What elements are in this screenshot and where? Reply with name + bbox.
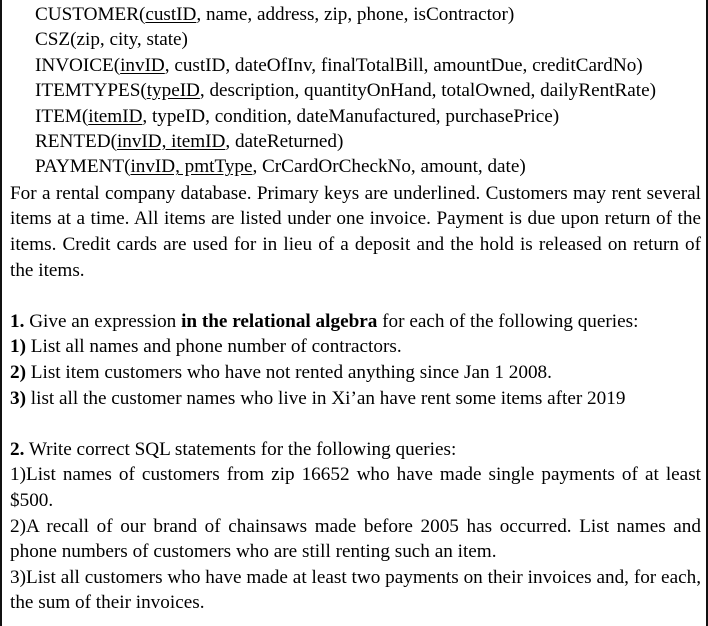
- relation-schema-item: [35, 104, 702, 129]
- page-content: [2, 0, 706, 626]
- question-text: List all customers who have made at least two payments on their invoices and, for each, the sum of their invoices.: [10, 566, 701, 614]
- section-prompt-text: Give an expression: [24, 310, 182, 332]
- relation-attributes: zip, city, state): [76, 29, 188, 51]
- spacer: [9, 411, 702, 437]
- primary-key: invID, itemID: [116, 131, 226, 153]
- relation-schema-list: [9, 2, 702, 180]
- spacer: [9, 283, 702, 309]
- relation-name: RENTED: [35, 131, 111, 153]
- relation-open-paren: (: [124, 156, 131, 178]
- primary-key: invID, pmtType: [130, 156, 253, 178]
- question-label: 2): [10, 515, 26, 537]
- section-2-question-3: [9, 565, 702, 616]
- relation-open-paren: (: [110, 131, 117, 153]
- primary-key: typeID: [146, 80, 200, 102]
- relation-name: ITEMTYPES: [35, 80, 141, 102]
- relation-name: INVOICE: [35, 54, 114, 76]
- primary-key: custID: [145, 4, 197, 25]
- section-2-prompt: [9, 437, 702, 463]
- question-label: 3): [10, 566, 26, 588]
- database-description-paragraph: For a rental company database. Primary keys are underlined. Customers may rent several items at a time. All items are listed under one invoice. Payment is due upon return of the items. Credit cards are used for in lieu of a deposit and the hold is released on return of the items.: [10, 182, 701, 281]
- question-text: List item customers who have not rented anything since Jan 1 2008.: [25, 362, 552, 383]
- relation-attributes: , typeID, condition, dateManufactured, purchasePrice): [142, 105, 560, 127]
- relation-attributes: , custID, dateOfInv, finalTotalBill, amountDue, creditCardNo): [164, 54, 643, 76]
- primary-key: invID: [120, 54, 165, 76]
- section-2-question-1: [9, 462, 702, 513]
- relation-name: CSZ: [35, 29, 71, 51]
- question-label: 1): [10, 464, 26, 486]
- relation-name: ITEM: [35, 105, 82, 127]
- section-1-question-1: [9, 334, 702, 360]
- question-text: List names of customers from zip 16652 who have made single payments of at least $500.: [10, 464, 701, 511]
- relation-schema-payment: [35, 154, 702, 179]
- question-text: A recall of our brand of chainsaws made before 2005 has occurred. List names and phone numbers of customers who are still renting such an item.: [10, 515, 701, 563]
- relation-name: CUSTOMER: [35, 4, 139, 25]
- relation-open-paren: (: [138, 4, 146, 25]
- relation-attributes: , description, quantityOnHand, totalOwned, dailyRentRate): [199, 80, 656, 102]
- relation-schema-customer: [35, 2, 702, 27]
- section-1-question-3: [9, 386, 702, 412]
- section-1-prompt: [9, 309, 702, 335]
- section-2-question-2: [9, 514, 702, 565]
- section-prompt-tail: for each of the following queries:: [377, 310, 639, 332]
- relation-attributes: , name, address, zip, phone, isContractor): [196, 4, 515, 25]
- question-label: 3): [10, 387, 26, 409]
- section-prompt-text: Write correct SQL statements for the following queries:: [24, 438, 457, 460]
- relation-schema-rented: [35, 129, 702, 154]
- section-1-question-2: [9, 360, 702, 386]
- primary-key: itemID: [88, 105, 143, 127]
- relation-open-paren: (: [70, 29, 77, 51]
- question-text: list all the customer names who live in Xi’an have rent some items after 2019: [25, 387, 626, 409]
- question-text: List all names and phone number of contractors.: [25, 336, 402, 358]
- relation-open-paren: (: [140, 80, 147, 102]
- section-prompt-emphasis: in the relational algebra: [181, 310, 378, 332]
- relation-schema-itemtypes: [35, 78, 702, 103]
- relation-name: PAYMENT: [35, 156, 125, 178]
- relation-open-paren: (: [113, 54, 121, 76]
- relation-schema-invoice: [35, 53, 702, 78]
- relation-attributes: , dateReturned): [225, 131, 344, 153]
- relation-attributes: , CrCardOrCheckNo, amount, date): [252, 156, 526, 178]
- relation-schema-csz: [35, 27, 702, 52]
- section-number: 1.: [10, 310, 25, 332]
- section-number: 2.: [10, 438, 25, 460]
- relation-open-paren: (: [81, 105, 89, 127]
- question-label: 2): [10, 362, 26, 383]
- question-label: 1): [10, 336, 26, 358]
